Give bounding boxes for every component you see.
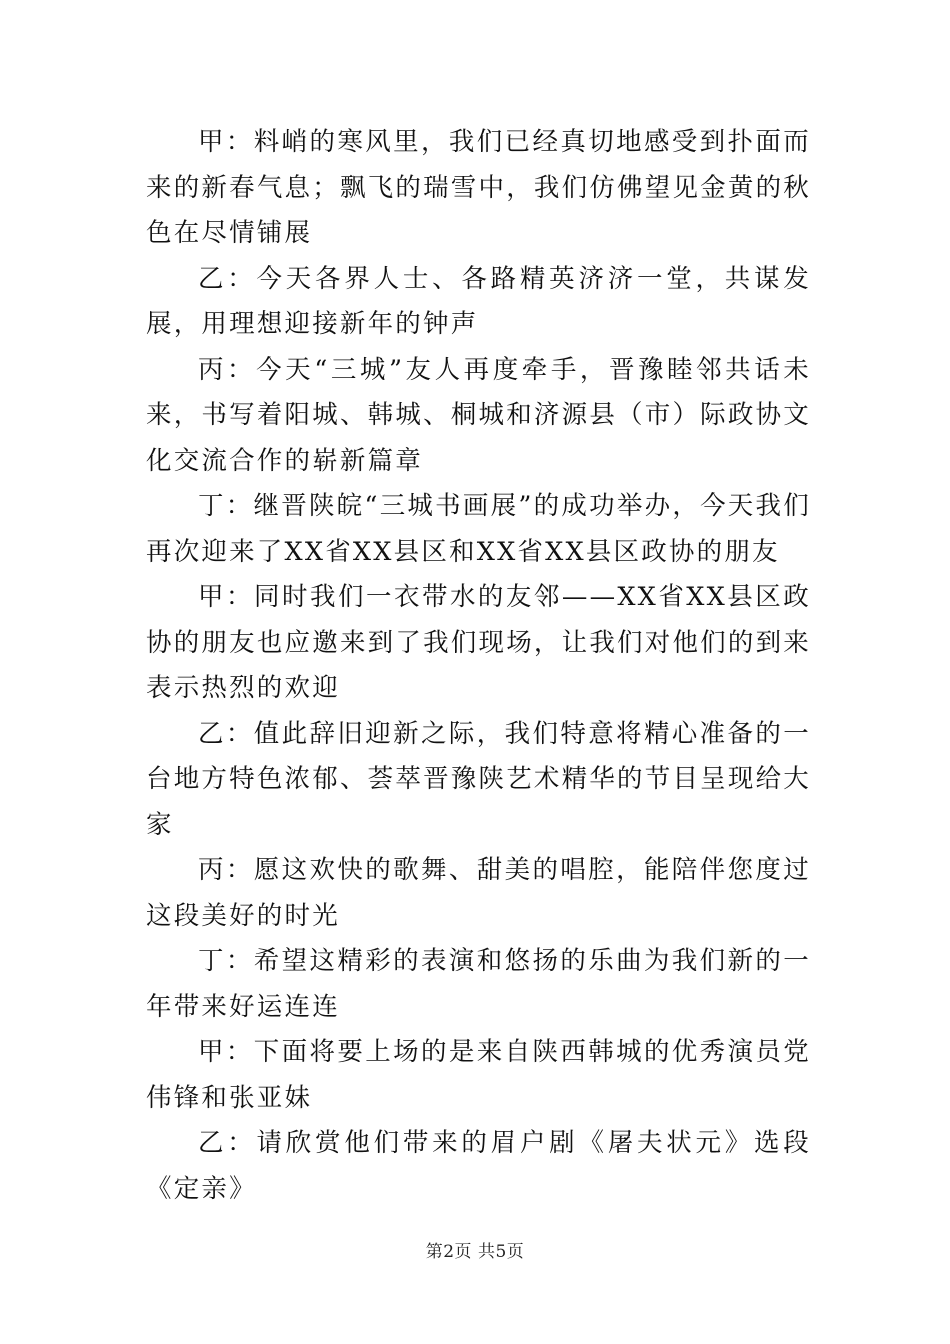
paragraph: 甲：同时我们一衣带水的友邻——XX省XX县区政协的朋友也应邀来到了我们现场，让我们对他们的到来表示热烈的欢迎 bbox=[146, 582, 811, 703]
page-number-footer: 第2页 共5页 bbox=[425, 1242, 525, 1262]
paragraph: 乙：今天各界人士、各路精英济济一堂，共谋发展，用理想迎接新年的钟声 bbox=[146, 263, 811, 339]
paragraph: 乙：请欣赏他们带来的眉户剧《屠夫状元》选段《定亲》 bbox=[146, 1128, 811, 1204]
paragraph: 甲：料峭的寒风里，我们已经真切地感受到扑面而来的新春气息；飘飞的瑞雪中，我们仿佛望见金黄的秋色在尽情铺展 bbox=[146, 127, 811, 248]
document-body bbox=[146, 120, 811, 1212]
paragraph: 甲：下面将要上场的是来自陕西韩城的优秀演员党伟锋和张亚妹 bbox=[146, 1037, 811, 1113]
paragraph: 丁：希望这精彩的表演和悠扬的乐曲为我们新的一年带来好运连连 bbox=[146, 946, 811, 1022]
paragraph: 丙：愿这欢快的歌舞、甜美的唱腔，能陪伴您度过这段美好的时光 bbox=[146, 855, 811, 931]
paragraph: 丙：今天“三城”友人再度牵手，晋豫睦邻共话未来，书写着阳城、韩城、桐城和济源县（市）际政协文化交流合作的崭新篇章 bbox=[146, 354, 811, 476]
paragraph: 乙：值此辞旧迎新之际，我们特意将精心准备的一台地方特色浓郁、荟萃晋豫陕艺术精华的节目呈现给大家 bbox=[146, 718, 811, 840]
paragraph: 丁：继晋陕皖“三城书画展”的成功举办，今天我们再次迎来了XX省XX县区和XX省XX县区政协的朋友 bbox=[146, 491, 811, 567]
